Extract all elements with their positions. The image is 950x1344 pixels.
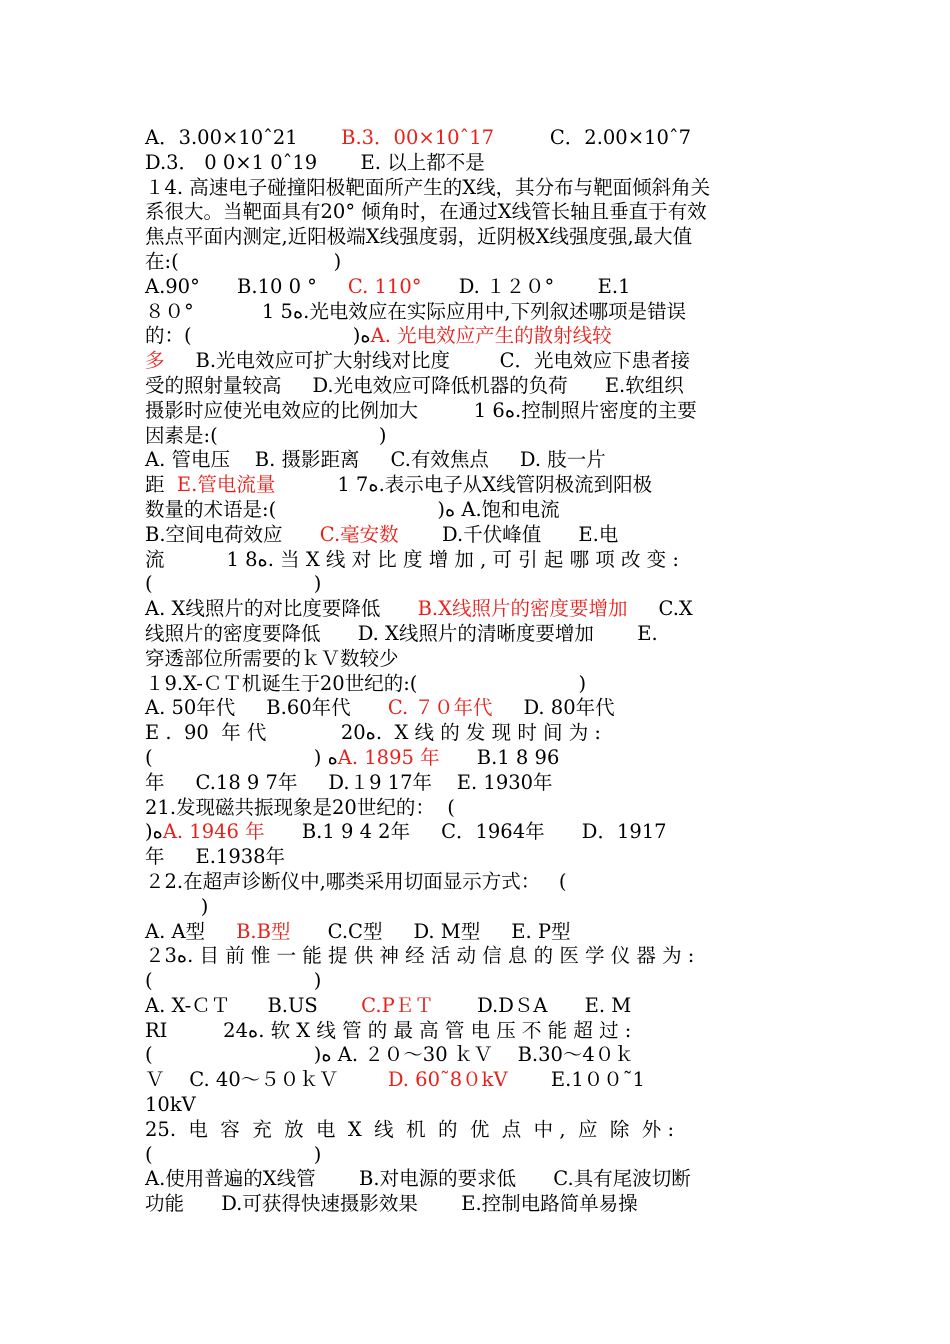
text-line: [145, 548, 810, 573]
question-text: 焦点平面内测定,近阳极端X线强度弱，近阴极X线强度强,最大值: [145, 225, 693, 249]
text-line: [145, 176, 810, 201]
question-text: 在:( ): [145, 249, 342, 273]
question-text: 数量的术语是:( )ه A.饱和电流: [145, 497, 560, 521]
question-text: ２3ه. 目 前 惟 一 能 提 供 神 经 活 动 信 息 的 医 学 仪 器 为 :: [145, 944, 695, 968]
text-line: [145, 597, 810, 622]
text-line: [145, 1167, 810, 1192]
question-text: C．2.00×10ˆ7: [494, 126, 692, 149]
text-line: [145, 647, 810, 672]
text-line: [145, 1043, 810, 1068]
question-text: ): [145, 894, 209, 918]
text-line: [145, 870, 810, 895]
question-text: A. X线照片的对比度要降低: [145, 597, 418, 621]
question-text: C.X: [627, 597, 693, 621]
answer-text: B.B型: [236, 919, 291, 943]
text-line: [145, 994, 810, 1019]
question-text: 25. 电 容 充 放 电 X 线 机 的 优 点 中 , 应 除 外 :: [145, 1117, 675, 1141]
question-text: )ه: [145, 820, 163, 844]
question-text: 年 C.18 9 7年 D.１9 17年 E. 1930年: [145, 770, 553, 794]
question-text: ( ) ه: [145, 745, 338, 769]
answer-text: C.毫安数: [319, 522, 399, 546]
text-line: [145, 796, 810, 821]
text-line: [145, 895, 810, 920]
question-text: D. 80年代: [492, 696, 615, 720]
text-line: [145, 944, 810, 969]
text-line: [145, 622, 810, 647]
answer-text: B.X线照片的密度要增加: [417, 597, 628, 621]
answer-text: D. 60˜8０kV: [387, 1068, 508, 1092]
question-text: 年 E.1938年: [145, 845, 286, 869]
text-line: [145, 969, 810, 994]
question-text: E . 90 年 代 20ه. X 线 的 发 现 时 间 为 :: [145, 721, 601, 745]
question-text: A. 管电压 B. 摄影距离 C.有效焦点 D. 肢一片: [145, 448, 606, 472]
question-text: B.1 9 4 2年 C．1964年 D．1917: [264, 820, 667, 844]
text-line: [145, 1068, 810, 1093]
question-text: ２2.在超声诊断仪中,哪类采用切面显示方式： (: [145, 869, 567, 893]
question-text: 的：( )ه: [145, 324, 371, 348]
question-text: 1 7ه.表示电子从X线管阴极流到阳极: [275, 473, 653, 497]
text-line: [145, 374, 810, 399]
question-text: A.使用普遍的X线管 B.对电源的要求低 C.具有尾波切断: [145, 1167, 691, 1191]
text-line: [145, 448, 810, 473]
question-text: ８０° 1 5ه.光电效应在实际应用中,下列叙述哪项是错误: [145, 299, 687, 323]
text-line: [145, 250, 810, 275]
answer-text: B.3．00×10ˆ17: [341, 126, 495, 149]
question-text: 功能 D.可获得快速摄影效果 E.控制电路简单易操: [145, 1192, 638, 1216]
question-text: C.C型 D. M型 E. P型: [290, 919, 571, 943]
question-text: E.1００˜1: [507, 1068, 645, 1092]
text-line: [145, 696, 810, 721]
question-text: ( )ه A. ２０～30 ｋＶ B.30～4０ｋ: [145, 1043, 634, 1067]
question-text: RI 24ه. 软 X 线 管 的 最 高 管 电 压 不 能 超 过 :: [145, 1018, 632, 1042]
question-text: A. X-ＣＴ B.US: [145, 993, 362, 1017]
text-line: [145, 200, 810, 225]
text-line: [145, 572, 810, 597]
question-text: １9.X-ＣＴ机诞生于20世纪的:( ): [145, 671, 587, 695]
text-line: [145, 1118, 810, 1143]
answer-text: A. 1946 年: [162, 820, 265, 844]
text-line: [145, 399, 810, 424]
question-text: 流 1 8ه. 当 X 线 对 比 度 增 加 , 可 引 起 哪 项 改 变 :: [145, 547, 679, 571]
text-line: [145, 349, 810, 374]
text-line: [145, 473, 810, 498]
answer-text: C.PＥＴ: [361, 993, 434, 1017]
question-text: 距: [145, 473, 177, 497]
question-text: 系很大。当靶面具有20° 倾角时，在通过X线管长轴且垂直于有效: [145, 200, 707, 224]
question-text: ( ): [145, 969, 322, 993]
answer-text: 多: [145, 349, 165, 373]
text-line: [145, 845, 810, 870]
text-line: [145, 523, 810, 548]
text-line: [145, 1019, 810, 1044]
question-text: １4. 高速电子碰撞阳极靶面所产生的X线，其分布与靶面倾斜角关: [145, 175, 711, 199]
question-text: Ｖ C. 40～５０ｋＶ: [145, 1068, 388, 1092]
question-text: D.3． 0 0×1 0ˆ19 E. 以上都不是: [145, 150, 485, 174]
text-line: [145, 126, 810, 151]
question-text: D.DＳA E. M: [433, 993, 632, 1017]
text-line: [145, 1143, 810, 1168]
document-page: [145, 126, 810, 1217]
text-line: [145, 771, 810, 796]
text-line: [145, 672, 810, 697]
answer-text: A. 光电效应产生的散射线较: [370, 324, 612, 348]
question-text: ( ): [145, 572, 322, 596]
text-line: [145, 498, 810, 523]
text-line: [145, 300, 810, 325]
question-text: B.1 8 96: [439, 745, 560, 769]
question-text: D.千伏峰值 E.电: [398, 522, 619, 546]
question-text: A.90° B.10 0 °: [145, 274, 348, 298]
text-line: [145, 1192, 810, 1217]
question-text: A. 50年代 B.60年代: [145, 696, 388, 720]
text-line: [145, 151, 810, 176]
text-line: [145, 1093, 810, 1118]
text-line: [145, 324, 810, 349]
question-text: A．3.00×10ˆ21: [145, 126, 342, 149]
text-line: [145, 746, 810, 771]
question-text: B.空间电荷效应: [145, 522, 320, 546]
question-text: 因素是:( ): [145, 423, 387, 447]
text-line: [145, 920, 810, 945]
answer-text: E.管电流量: [176, 473, 276, 497]
text-line: [145, 275, 810, 300]
question-text: 受的照射量较高 D.光电效应可降低机器的负荷 E.软组织: [145, 373, 684, 397]
answer-text: A. 1895 年: [337, 745, 440, 769]
text-line: [145, 820, 810, 845]
text-line: [145, 721, 810, 746]
question-text: 穿透部位所需要的ｋＶ数较少: [145, 646, 399, 670]
question-text: 10kV: [145, 1093, 196, 1117]
answer-text: C. ７０年代: [387, 696, 493, 720]
question-text: 线照片的密度要降低 D. X线照片的清晰度要增加 E.: [145, 621, 658, 645]
question-text: ( ): [145, 1142, 322, 1166]
question-text: A. A型: [145, 919, 237, 943]
question-text: 摄影时应使光电效应的比例加大 1 6ه.控制照片密度的主要: [145, 398, 697, 422]
question-text: 21.发现磁共振现象是20世纪的： (: [145, 795, 455, 819]
question-text: B.光电效应可扩大射线对比度 C．光电效应下患者接: [164, 349, 691, 373]
text-line: [145, 424, 810, 449]
question-text: D. １２０° E.1: [421, 274, 631, 298]
answer-text: C. 110°: [347, 274, 422, 298]
text-line: [145, 225, 810, 250]
